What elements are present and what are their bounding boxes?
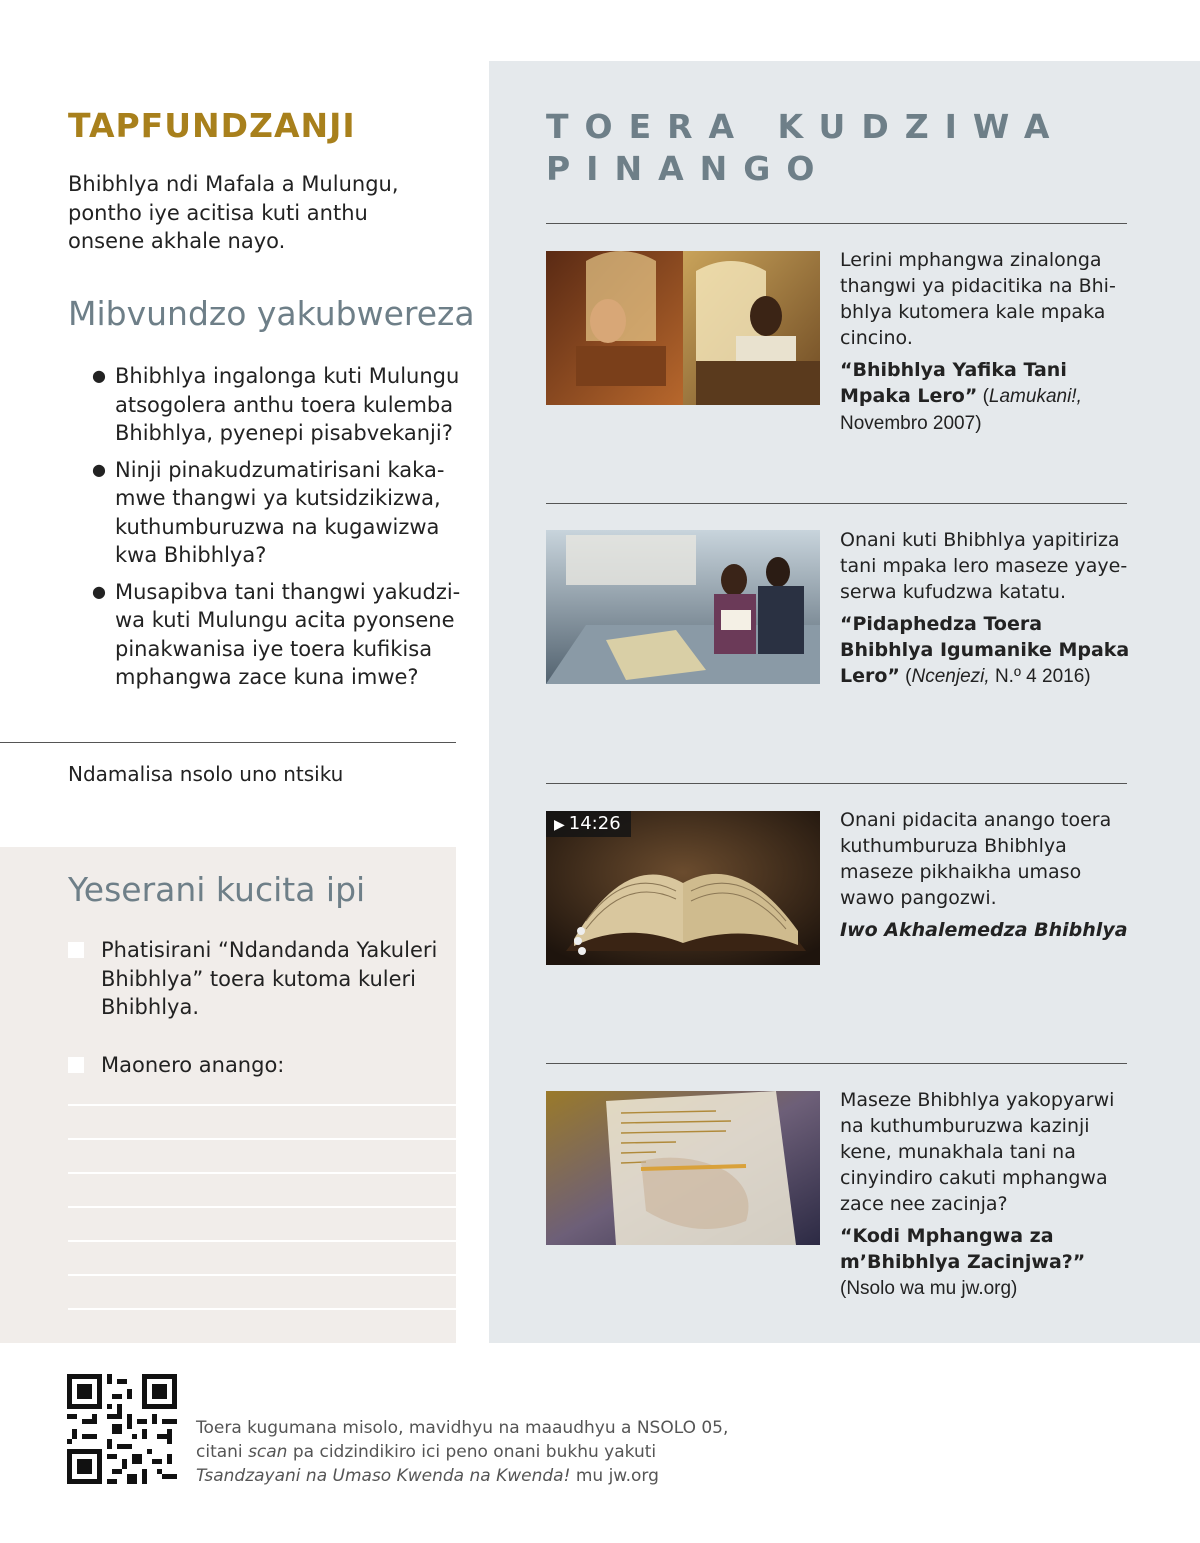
completion-label: Ndamalisa nsolo uno ntsiku [68,762,344,786]
qr-code-icon[interactable] [67,1374,177,1484]
try-item-label: Phatisirani “Ndandanda Yakuleri Bhibhlya” toera kutoma kuleri Bhibhlya. [101,938,438,1019]
video-duration-badge: ▶ 14:26 [546,811,631,837]
summary-text: Bhibhlya ndi Mafala a Mulungu, pontho iye acitisa kuti anthu onsene akhale nayo. [68,172,399,253]
explore-entry [840,527,1130,690]
article-link[interactable]: “Pidaphedza Toera Bhibhlya Igumanike Mpaka Lero” [840,613,1130,687]
entry-reference[interactable]: “Kodi Mphangwa za m’Bhibhlya Zacinjwa?” (Nsolo wa mu jw.org) [840,1225,1086,1299]
entry-description: Onani pidacita anango toera kuthumburuza Bhibhlya maseze pikhaikha umaso wawo pangozwi. [840,809,1112,909]
review-question: ● Ninji pinakudzumatirisani kakamwe thangwi ya kutsidzikizwa, kuthumburuzwa na kugawizwa kwa Bhibhlya? [92,457,445,567]
entry-description: Maseze Bhibhlya yakopyarwi na kuthumburuzwa kazinji kene, munakhala tani na cinyindiro cakuti mphangwa zace nee zacinja? [840,1089,1115,1215]
try-panel [0,847,456,1343]
bullet-icon: ● [92,366,106,385]
thumbnail-museum[interactable] [546,530,820,684]
article-link[interactable]: “Kodi Mphangwa za m’Bhibhlya Zacinjwa?” [840,1225,1086,1273]
write-line[interactable] [68,1138,456,1140]
divider [546,223,1127,224]
entry-reference[interactable]: “Bhibhlya Yafika Tani Mpaka Lero” (Lamukani!, Novembro 2007) [840,359,1082,434]
divider [546,783,1127,784]
bullet-icon: ● [92,581,106,601]
entry-reference[interactable]: “Pidaphedza Toera Bhibhlya Igumanike Mpaka Lero” (Ncenjezi, N.º 4 2016) [840,613,1130,687]
entry-reference[interactable] [840,917,1130,943]
write-line[interactable] [68,1104,456,1106]
checkbox[interactable] [68,1057,84,1073]
summary-title: TAPFUNDZANJI [68,106,356,145]
write-line[interactable] [68,1206,456,1208]
checkbox[interactable] [68,942,84,958]
write-line[interactable] [68,1172,456,1174]
write-line[interactable] [68,1274,456,1276]
bullet-icon: ● [92,459,106,479]
divider [0,742,456,743]
review-question-list [92,362,462,700]
footer-text: Toera kugumana misolo, mavidhyu na maaudhyu a NSOLO 05, citani scan pa cidzindikiro ici peno onani bukhu yakuti Tsandzayani na Umaso Kwenda na Kwenda! mu jw.org [196,1418,729,1486]
write-line[interactable] [68,1240,456,1242]
entry-description: Onani kuti Bhibhlya yapitiriza tani mpaka lero maseze yayeserwa kufudzwa katatu. [840,529,1128,603]
divider [546,1063,1127,1064]
try-item-label: Maonero anango: [101,1053,285,1077]
review-title: Mibvundzo yakubwereza [68,294,475,333]
explore-title: TOERA KUDZIWA PINANGO [546,107,1066,188]
divider [546,503,1127,504]
video-link[interactable]: Iwo Akhalemedza Bhibhlya [840,919,1128,941]
explore-entry [840,1087,1130,1302]
write-line[interactable] [68,1308,456,1310]
explore-entry [840,807,1130,943]
thumbnail-manuscript[interactable] [546,1091,820,1245]
entry-description: Lerini mphangwa zinalonga thangwi ya pidacitika na Bhibhlya kutomera kale mpaka cincino. [840,249,1116,349]
review-question: ● Musapibva tani thangwi yakudziwa kuti Mulungu acita pyonsene pinakwanisa iye toera kufikisa mphangwa zace kuna imwe? [92,579,461,689]
explore-entry [840,247,1130,437]
thumbnail-bible-history[interactable] [546,251,820,405]
article-link[interactable]: “Bhibhlya Yafika Tani Mpaka Lero” [840,359,1067,407]
play-icon: ▶ [554,817,565,833]
try-item-bible-reading[interactable] [68,936,438,1022]
book-title-link[interactable]: Tsandzayani na Umaso Kwenda na Kwenda! [196,1466,571,1486]
try-title: Yeserani kucita ipi [68,870,366,909]
review-question: ● Bhibhlya ingalonga kuti Mulungu atsogolera anthu toera kulemba Bhibhlya, pyenepi pisabvekanji? [92,364,460,445]
try-item-other[interactable] [68,1051,438,1080]
